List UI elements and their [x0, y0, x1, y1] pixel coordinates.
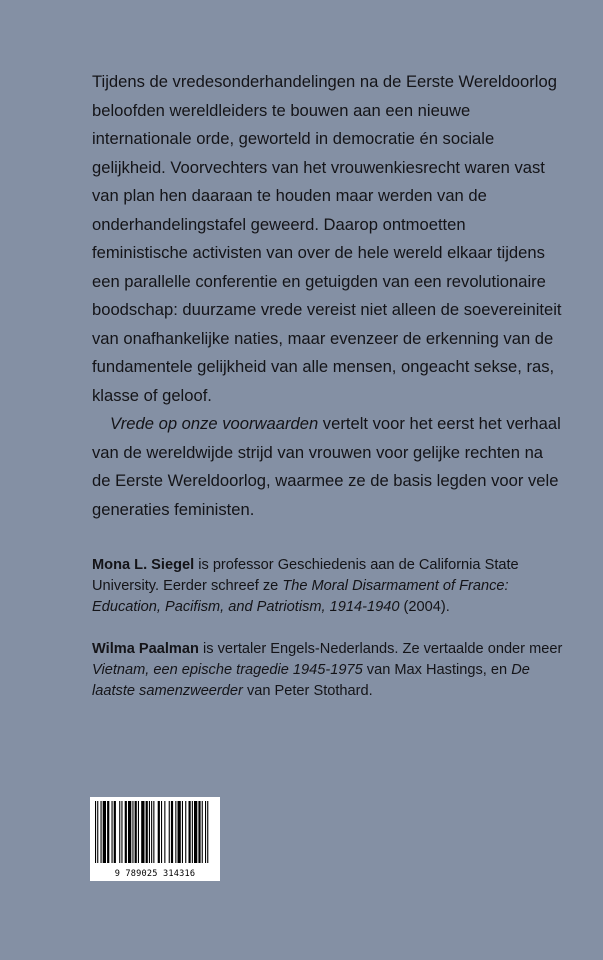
translator-bio-text: van Max Hastings, en — [362, 662, 512, 678]
barcode-bar — [178, 801, 181, 863]
barcode-bars — [90, 797, 220, 869]
barcode-bar — [153, 801, 154, 863]
barcode-bar — [158, 801, 160, 863]
bios-section — [92, 555, 572, 723]
translator-name: Wilma Paalman — [92, 641, 199, 657]
back-cover-blurb — [92, 68, 562, 524]
author-bio-text: (2004). — [399, 599, 450, 615]
barcode-bar — [175, 801, 176, 863]
isbn-digits: 9 789025 314316 — [114, 869, 196, 879]
barcode-bar — [114, 801, 116, 863]
barcode-bar — [198, 801, 200, 863]
barcode-bar — [132, 801, 133, 863]
barcode-bar — [121, 801, 122, 863]
author-bio-text: is professor Geschiedenis aan de California State University. Eerder schreef ze — [92, 557, 519, 594]
blurb-paragraph-1 — [92, 68, 562, 410]
translator-bio — [92, 639, 572, 702]
barcode-bar — [112, 801, 113, 863]
translator-bio-text: is vertaler Engels-Nederlands. Ze vertaalde onder meer — [198, 641, 563, 657]
barcode-bar — [141, 801, 144, 863]
barcode-bar — [101, 801, 102, 863]
barcode-bar — [128, 801, 131, 863]
translator-bio-text: van Peter Stothard. — [242, 683, 373, 699]
barcode-bar — [194, 801, 197, 863]
barcode-bar — [95, 801, 96, 863]
barcode-bar — [205, 801, 206, 863]
blurb-text: vertelt voor het eerst het verhaal van de wereldwijde strijd van vrouwen voor gelijke rechten na de Eerste Wereldoorlog, waarmee ze de basis legden voor vele generaties feministen. — [92, 414, 561, 519]
barcode-bar — [202, 801, 203, 863]
barcode-bar — [161, 801, 162, 863]
barcode-bar — [149, 801, 150, 863]
barcode-bar — [125, 801, 127, 863]
barcode-bar — [103, 801, 106, 863]
author-name: Mona L. Siegel — [92, 557, 195, 573]
barcode-bar — [164, 801, 165, 863]
book-title: Vrede op onze voorwaarden — [110, 414, 319, 433]
blurb-text: Tijdens de vredesonderhandelingen na de Eerste Wereldoorlog beloofden wereldleiders te bouwen aan een nieuwe internationale orde, geworteld in democratie én sociale gelijkheid. Voorvechters van het vrouwenkiesrecht waren vast van plan hen daaraan te houden maar werden van de onderhandelingstafel geweerd. Daarop ontmoetten feministische activisten van over de hele wereld elkaar tijdens een parallelle conferentie en getuigden van een revolutionaire boodschap: duurzame vrede vereist niet alleen de soevereiniteit van onafhankelijke naties, maar evenzeer de erkenning van de fundamentele gelijkheid van alle mensen, ongeacht sekse, ras, klasse of geloof. — [92, 72, 562, 405]
barcode-bar — [192, 801, 193, 863]
barcode-bar — [135, 801, 137, 863]
translated-book-title: De laatste samenzweerder — [92, 662, 530, 699]
translated-book-title: Vietnam, een epische tragedie 1945-1975 — [92, 662, 363, 678]
blurb-paragraph-2 — [92, 410, 562, 524]
barcode-bar — [185, 801, 186, 863]
isbn-barcode — [90, 797, 220, 881]
author-book-title: The Moral Disarmament of France: Education, Pacifism, and Patriotism, 1914-1940 — [92, 578, 509, 615]
author-bio — [92, 555, 572, 618]
barcode-bar — [207, 801, 208, 863]
barcode-bar — [138, 801, 139, 863]
barcode-bar — [182, 801, 183, 863]
barcode-bar — [107, 801, 109, 863]
barcode-bar — [119, 801, 120, 863]
barcode-bar — [97, 801, 98, 863]
barcode-bar — [189, 801, 191, 863]
barcode-bar — [151, 801, 152, 863]
barcode-bar — [171, 801, 173, 863]
barcode-bar — [169, 801, 170, 863]
barcode-bar — [146, 801, 148, 863]
